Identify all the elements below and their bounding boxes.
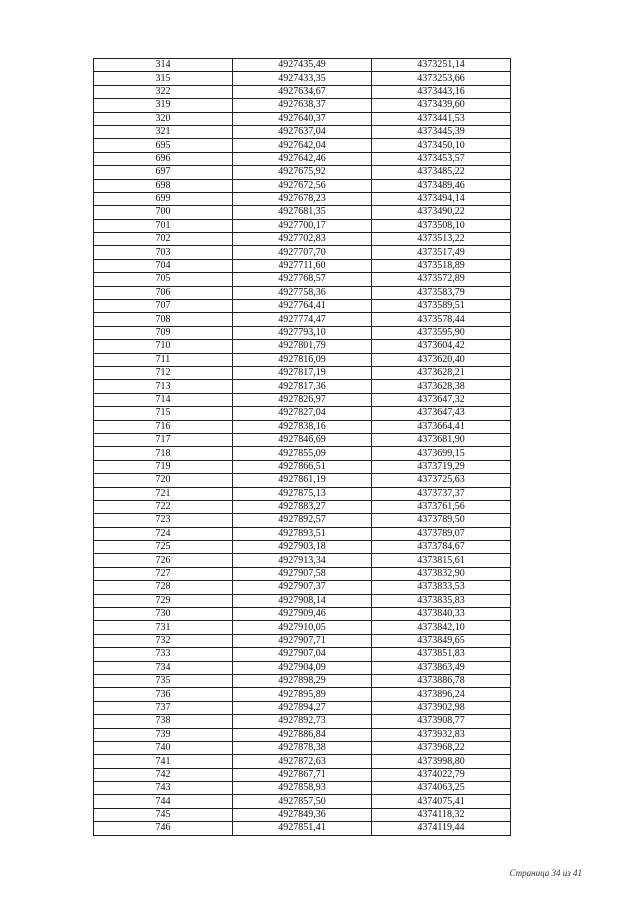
point-number-cell: 717 (94, 433, 233, 446)
point-number-cell: 708 (94, 313, 233, 326)
table-row (94, 233, 511, 246)
table-row (94, 353, 511, 366)
y-coordinate-cell: 4373789,07 (372, 527, 511, 540)
x-coordinate-cell: 4927907,71 (233, 634, 372, 647)
y-coordinate-cell: 4373578,44 (372, 313, 511, 326)
point-number-cell: 741 (94, 755, 233, 768)
table-row (94, 728, 511, 741)
table-row (94, 581, 511, 594)
y-coordinate-cell: 4373604,42 (372, 340, 511, 353)
point-number-cell: 698 (94, 179, 233, 192)
table-row (94, 393, 511, 406)
table-row (94, 59, 511, 72)
x-coordinate-cell: 4927638,37 (233, 99, 372, 112)
coordinates-table-body (94, 59, 511, 836)
point-number-cell: 739 (94, 728, 233, 741)
x-coordinate-cell: 4927907,37 (233, 581, 372, 594)
x-coordinate-cell: 4927637,04 (233, 125, 372, 138)
x-coordinate-cell: 4927895,89 (233, 688, 372, 701)
table-row (94, 407, 511, 420)
table-row (94, 273, 511, 286)
y-coordinate-cell: 4373664,41 (372, 420, 511, 433)
point-number-cell: 716 (94, 420, 233, 433)
y-coordinate-cell: 4373737,37 (372, 487, 511, 500)
y-coordinate-cell: 4373835,83 (372, 594, 511, 607)
x-coordinate-cell: 4927634,67 (233, 85, 372, 98)
point-number-cell: 719 (94, 460, 233, 473)
point-number-cell: 745 (94, 808, 233, 821)
point-number-cell: 721 (94, 487, 233, 500)
x-coordinate-cell: 4927883,27 (233, 500, 372, 513)
point-number-cell: 727 (94, 567, 233, 580)
y-coordinate-cell: 4373583,79 (372, 286, 511, 299)
y-coordinate-cell: 4373494,14 (372, 192, 511, 205)
table-row (94, 487, 511, 500)
x-coordinate-cell: 4927886,84 (233, 728, 372, 741)
y-coordinate-cell: 4373842,10 (372, 621, 511, 634)
y-coordinate-cell: 4373485,22 (372, 166, 511, 179)
x-coordinate-cell: 4927913,34 (233, 554, 372, 567)
table-row (94, 688, 511, 701)
table-row (94, 366, 511, 379)
table-row (94, 286, 511, 299)
page-number: Страница 34 из 41 (509, 868, 582, 878)
y-coordinate-cell: 4374022,79 (372, 768, 511, 781)
table-row (94, 594, 511, 607)
point-number-cell: 701 (94, 219, 233, 232)
y-coordinate-cell: 4373620,40 (372, 353, 511, 366)
x-coordinate-cell: 4927642,46 (233, 152, 372, 165)
x-coordinate-cell: 4927838,16 (233, 420, 372, 433)
x-coordinate-cell: 4927866,51 (233, 460, 372, 473)
point-number-cell: 714 (94, 393, 233, 406)
y-coordinate-cell: 4373789,50 (372, 514, 511, 527)
table-row (94, 674, 511, 687)
x-coordinate-cell: 4927851,41 (233, 822, 372, 835)
table-row (94, 72, 511, 85)
y-coordinate-cell: 4373508,10 (372, 219, 511, 232)
x-coordinate-cell: 4927433,35 (233, 72, 372, 85)
point-number-cell: 319 (94, 99, 233, 112)
point-number-cell: 715 (94, 407, 233, 420)
x-coordinate-cell: 4927872,63 (233, 755, 372, 768)
x-coordinate-cell: 4927675,92 (233, 166, 372, 179)
table-row (94, 420, 511, 433)
point-number-cell: 723 (94, 514, 233, 527)
y-coordinate-cell: 4373253,66 (372, 72, 511, 85)
y-coordinate-cell: 4373450,10 (372, 139, 511, 152)
x-coordinate-cell: 4927678,23 (233, 192, 372, 205)
table-row (94, 541, 511, 554)
point-number-cell: 709 (94, 326, 233, 339)
point-number-cell: 704 (94, 259, 233, 272)
y-coordinate-cell: 4373761,56 (372, 500, 511, 513)
y-coordinate-cell: 4373886,78 (372, 674, 511, 687)
table-row (94, 99, 511, 112)
point-number-cell: 702 (94, 233, 233, 246)
y-coordinate-cell: 4373725,63 (372, 474, 511, 487)
point-number-cell: 707 (94, 300, 233, 313)
table-row (94, 634, 511, 647)
point-number-cell: 729 (94, 594, 233, 607)
point-number-cell: 734 (94, 661, 233, 674)
table-row (94, 474, 511, 487)
point-number-cell: 703 (94, 246, 233, 259)
point-number-cell: 695 (94, 139, 233, 152)
point-number-cell: 725 (94, 541, 233, 554)
x-coordinate-cell: 4927867,71 (233, 768, 372, 781)
point-number-cell: 737 (94, 701, 233, 714)
table-row (94, 715, 511, 728)
x-coordinate-cell: 4927855,09 (233, 447, 372, 460)
x-coordinate-cell: 4927907,04 (233, 648, 372, 661)
table-row (94, 648, 511, 661)
table-row (94, 125, 511, 138)
table-row (94, 85, 511, 98)
x-coordinate-cell: 4927774,47 (233, 313, 372, 326)
x-coordinate-cell: 4927857,50 (233, 795, 372, 808)
y-coordinate-cell: 4373815,61 (372, 554, 511, 567)
x-coordinate-cell: 4927801,79 (233, 340, 372, 353)
point-number-cell: 744 (94, 795, 233, 808)
table-row (94, 166, 511, 179)
point-number-cell: 720 (94, 474, 233, 487)
point-number-cell: 706 (94, 286, 233, 299)
y-coordinate-cell: 4373441,53 (372, 112, 511, 125)
point-number-cell: 320 (94, 112, 233, 125)
table-row (94, 152, 511, 165)
y-coordinate-cell: 4373647,43 (372, 407, 511, 420)
x-coordinate-cell: 4927700,17 (233, 219, 372, 232)
table-row (94, 246, 511, 259)
table-row (94, 795, 511, 808)
y-coordinate-cell: 4374063,25 (372, 782, 511, 795)
point-number-cell: 731 (94, 621, 233, 634)
y-coordinate-cell: 4373513,22 (372, 233, 511, 246)
y-coordinate-cell: 4373840,33 (372, 608, 511, 621)
y-coordinate-cell: 4373489,46 (372, 179, 511, 192)
x-coordinate-cell: 4927711,60 (233, 259, 372, 272)
x-coordinate-cell: 4927826,97 (233, 393, 372, 406)
x-coordinate-cell: 4927861,19 (233, 474, 372, 487)
y-coordinate-cell: 4373719,29 (372, 460, 511, 473)
y-coordinate-cell: 4373251,14 (372, 59, 511, 72)
y-coordinate-cell: 4373490,22 (372, 206, 511, 219)
table-row (94, 433, 511, 446)
point-number-cell: 740 (94, 741, 233, 754)
point-number-cell: 724 (94, 527, 233, 540)
y-coordinate-cell: 4373902,98 (372, 701, 511, 714)
point-number-cell: 696 (94, 152, 233, 165)
x-coordinate-cell: 4927898,29 (233, 674, 372, 687)
x-coordinate-cell: 4927910,05 (233, 621, 372, 634)
point-number-cell: 697 (94, 166, 233, 179)
y-coordinate-cell: 4373849,65 (372, 634, 511, 647)
point-number-cell: 699 (94, 192, 233, 205)
x-coordinate-cell: 4927908,14 (233, 594, 372, 607)
table-row (94, 447, 511, 460)
y-coordinate-cell: 4373517,49 (372, 246, 511, 259)
x-coordinate-cell: 4927846,69 (233, 433, 372, 446)
y-coordinate-cell: 4373998,80 (372, 755, 511, 768)
table-row (94, 554, 511, 567)
table-row (94, 567, 511, 580)
point-number-cell: 722 (94, 500, 233, 513)
table-row (94, 112, 511, 125)
x-coordinate-cell: 4927893,51 (233, 527, 372, 540)
table-row (94, 514, 511, 527)
table-row (94, 782, 511, 795)
coordinates-table (93, 58, 511, 836)
x-coordinate-cell: 4927768,57 (233, 273, 372, 286)
table-row (94, 380, 511, 393)
y-coordinate-cell: 4373439,60 (372, 99, 511, 112)
x-coordinate-cell: 4927903,18 (233, 541, 372, 554)
x-coordinate-cell: 4927640,37 (233, 112, 372, 125)
point-number-cell: 321 (94, 125, 233, 138)
point-number-cell: 713 (94, 380, 233, 393)
point-number-cell: 746 (94, 822, 233, 835)
point-number-cell: 322 (94, 85, 233, 98)
y-coordinate-cell: 4373572,89 (372, 273, 511, 286)
y-coordinate-cell: 4373968,22 (372, 741, 511, 754)
y-coordinate-cell: 4373681,90 (372, 433, 511, 446)
y-coordinate-cell: 4373647,32 (372, 393, 511, 406)
y-coordinate-cell: 4373589,51 (372, 300, 511, 313)
table-row (94, 822, 511, 835)
table-row (94, 300, 511, 313)
x-coordinate-cell: 4927892,57 (233, 514, 372, 527)
x-coordinate-cell: 4927904,09 (233, 661, 372, 674)
x-coordinate-cell: 4927894,27 (233, 701, 372, 714)
x-coordinate-cell: 4927858,93 (233, 782, 372, 795)
y-coordinate-cell: 4373453,57 (372, 152, 511, 165)
x-coordinate-cell: 4927672,56 (233, 179, 372, 192)
y-coordinate-cell: 4373863,49 (372, 661, 511, 674)
x-coordinate-cell: 4927878,38 (233, 741, 372, 754)
table-row (94, 755, 511, 768)
x-coordinate-cell: 4927907,58 (233, 567, 372, 580)
x-coordinate-cell: 4927817,36 (233, 380, 372, 393)
y-coordinate-cell: 4373851,83 (372, 648, 511, 661)
x-coordinate-cell: 4927642,04 (233, 139, 372, 152)
point-number-cell: 743 (94, 782, 233, 795)
table-row (94, 340, 511, 353)
point-number-cell: 730 (94, 608, 233, 621)
point-number-cell: 314 (94, 59, 233, 72)
x-coordinate-cell: 4927758,36 (233, 286, 372, 299)
table-row (94, 741, 511, 754)
point-number-cell: 718 (94, 447, 233, 460)
table-row (94, 500, 511, 513)
point-number-cell: 315 (94, 72, 233, 85)
y-coordinate-cell: 4373896,24 (372, 688, 511, 701)
x-coordinate-cell: 4927681,35 (233, 206, 372, 219)
x-coordinate-cell: 4927816,09 (233, 353, 372, 366)
point-number-cell: 711 (94, 353, 233, 366)
y-coordinate-cell: 4373595,90 (372, 326, 511, 339)
table-row (94, 219, 511, 232)
point-number-cell: 733 (94, 648, 233, 661)
y-coordinate-cell: 4373518,89 (372, 259, 511, 272)
point-number-cell: 732 (94, 634, 233, 647)
x-coordinate-cell: 4927702,83 (233, 233, 372, 246)
point-number-cell: 742 (94, 768, 233, 781)
y-coordinate-cell: 4373628,21 (372, 366, 511, 379)
table-row (94, 179, 511, 192)
point-number-cell: 700 (94, 206, 233, 219)
y-coordinate-cell: 4373445,39 (372, 125, 511, 138)
y-coordinate-cell: 4374119,44 (372, 822, 511, 835)
table-row (94, 206, 511, 219)
table-row (94, 701, 511, 714)
x-coordinate-cell: 4927849,36 (233, 808, 372, 821)
point-number-cell: 705 (94, 273, 233, 286)
x-coordinate-cell: 4927764,41 (233, 300, 372, 313)
y-coordinate-cell: 4373832,90 (372, 567, 511, 580)
y-coordinate-cell: 4373784,67 (372, 541, 511, 554)
y-coordinate-cell: 4374075,41 (372, 795, 511, 808)
table-row (94, 527, 511, 540)
x-coordinate-cell: 4927707,70 (233, 246, 372, 259)
point-number-cell: 710 (94, 340, 233, 353)
table-row (94, 259, 511, 272)
point-number-cell: 736 (94, 688, 233, 701)
x-coordinate-cell: 4927909,46 (233, 608, 372, 621)
x-coordinate-cell: 4927892,73 (233, 715, 372, 728)
table-row (94, 460, 511, 473)
table-row (94, 808, 511, 821)
y-coordinate-cell: 4373443,16 (372, 85, 511, 98)
point-number-cell: 728 (94, 581, 233, 594)
y-coordinate-cell: 4373833,53 (372, 581, 511, 594)
table-row (94, 313, 511, 326)
x-coordinate-cell: 4927793,10 (233, 326, 372, 339)
x-coordinate-cell: 4927435,49 (233, 59, 372, 72)
point-number-cell: 735 (94, 674, 233, 687)
table-row (94, 768, 511, 781)
table-row (94, 621, 511, 634)
table-row (94, 326, 511, 339)
x-coordinate-cell: 4927827,04 (233, 407, 372, 420)
table-row (94, 192, 511, 205)
x-coordinate-cell: 4927817,19 (233, 366, 372, 379)
point-number-cell: 726 (94, 554, 233, 567)
y-coordinate-cell: 4373908,77 (372, 715, 511, 728)
x-coordinate-cell: 4927875,13 (233, 487, 372, 500)
y-coordinate-cell: 4373932,83 (372, 728, 511, 741)
table-row (94, 661, 511, 674)
y-coordinate-cell: 4373699,15 (372, 447, 511, 460)
point-number-cell: 738 (94, 715, 233, 728)
y-coordinate-cell: 4373628,38 (372, 380, 511, 393)
point-number-cell: 712 (94, 366, 233, 379)
table-row (94, 139, 511, 152)
y-coordinate-cell: 4374118,32 (372, 808, 511, 821)
table-row (94, 608, 511, 621)
